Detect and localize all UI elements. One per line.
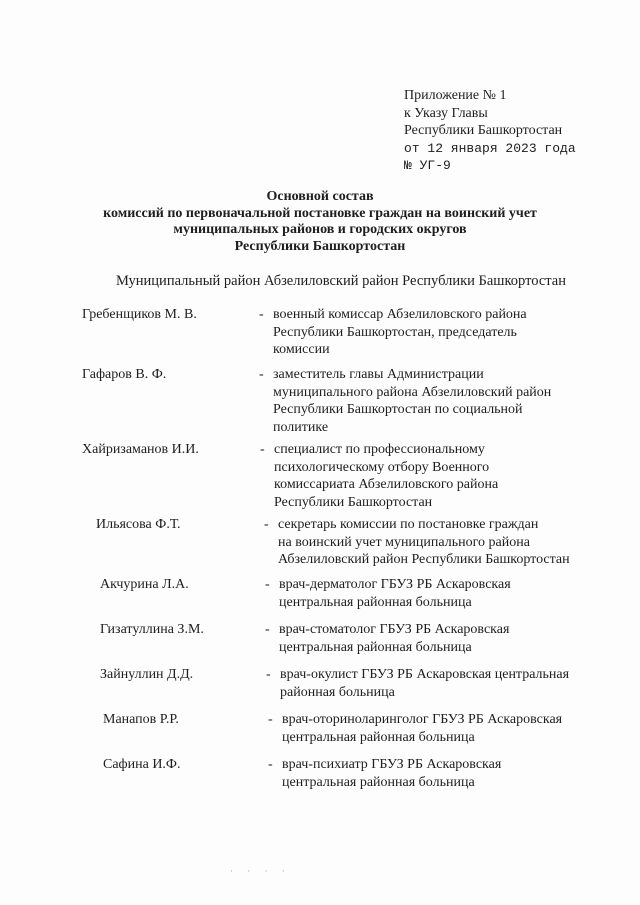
- member-role: [282, 756, 501, 791]
- member-role-line: районная больница: [280, 684, 395, 700]
- member-role-line: политике: [273, 419, 329, 435]
- member-role-line: врач-окулист ГБУЗ РБ Аскаровская центральная: [280, 667, 570, 682]
- member-role: [279, 621, 509, 656]
- member-dash: -: [268, 712, 273, 727]
- member-dash: -: [264, 517, 269, 532]
- member-role-line: секретарь комиссии по постановке граждан: [278, 517, 539, 532]
- member-name: Сафина И.Ф.: [103, 757, 181, 772]
- member-dash: -: [259, 367, 264, 382]
- member-role: [278, 516, 570, 569]
- title-line: Основной состав: [266, 189, 374, 204]
- appendix-date: от 12 января 2023 года: [404, 140, 576, 156]
- member-role: [273, 366, 551, 436]
- title-line: муниципальных районов и городских округов: [173, 222, 467, 237]
- member-role-line: специалист по профессиональному: [274, 442, 485, 457]
- member-role-line: врач-дерматолог ГБУЗ РБ Аскаровская: [279, 577, 511, 592]
- member-role-line: врач-стоматолог ГБУЗ РБ Аскаровская: [279, 622, 510, 637]
- member-name: Гафаров В. Ф.: [82, 367, 167, 382]
- member-dash: -: [260, 442, 265, 457]
- member-name: Гребенщиков М. В.: [82, 307, 197, 322]
- member-name: Акчурина Л.А.: [100, 577, 189, 592]
- member-dash: -: [259, 307, 264, 322]
- member-name: Ильясова Ф.Т.: [96, 517, 181, 532]
- title-line: Республики Башкортостан: [234, 238, 406, 254]
- member-role-line: Республики Башкортостан: [274, 494, 433, 510]
- member-role: [273, 306, 527, 359]
- member-name: Гизатуллина З.М.: [100, 622, 204, 637]
- document-title: [60, 189, 580, 255]
- member-role-line: муниципального района Абзелиловский район: [273, 384, 552, 400]
- member-role-line: центральная районная больница: [279, 639, 472, 655]
- appendix-line: к Указу Главы: [404, 105, 488, 121]
- member-role: [279, 576, 511, 611]
- member-dash: -: [268, 757, 273, 772]
- member-dash: -: [265, 577, 270, 592]
- member-role-line: военный комиссар Абзелиловского района: [273, 307, 527, 322]
- member-role-line: врач-оториноларинголог ГБУЗ РБ Аскаровская: [282, 712, 563, 727]
- member-role-line: центральная районная больница: [282, 774, 475, 790]
- member-name: Хайризаманов И.И.: [82, 442, 199, 457]
- member-name: Зайнуллин Д.Д.: [100, 667, 194, 682]
- member-name: Манапов Р.Р.: [103, 712, 179, 727]
- appendix-number: № УГ-9: [404, 158, 451, 173]
- appendix-line: Приложение № 1: [404, 88, 507, 103]
- member-role-line: Республики Башкортостан, председатель: [273, 324, 517, 340]
- scan-specks: · · · ·: [230, 866, 291, 876]
- member-role: [274, 441, 498, 511]
- title-line: комиссий по первоначальной постановке граждан на воинский учет: [103, 205, 537, 221]
- member-role: [280, 666, 569, 701]
- district-heading: Муниципальный район Абзелиловский район Республики Башкортостан: [116, 273, 566, 289]
- member-role-line: заместитель главы Администрации: [273, 367, 484, 382]
- member-role-line: центральная районная больница: [282, 729, 475, 745]
- member-role-line: Абзелиловский район Республики Башкортостан: [278, 552, 570, 567]
- member-role-line: врач-психиатр ГБУЗ РБ Аскаровская: [282, 757, 502, 772]
- appendix-block: [404, 87, 576, 175]
- appendix-line: Республики Башкортостан: [404, 123, 563, 138]
- member-role: [282, 711, 562, 746]
- member-role-line: психологическому отбору Военного: [274, 459, 490, 475]
- member-role-line: центральная районная больница: [279, 594, 472, 610]
- member-dash: -: [265, 622, 270, 637]
- member-dash: -: [266, 667, 271, 682]
- member-role-line: комиссии: [273, 342, 330, 357]
- member-role-line: на воинский учет муниципального района: [278, 534, 530, 550]
- member-role-line: Республики Башкортостан по социальной: [273, 402, 523, 417]
- member-role-line: комиссариата Абзелиловского района: [274, 477, 499, 492]
